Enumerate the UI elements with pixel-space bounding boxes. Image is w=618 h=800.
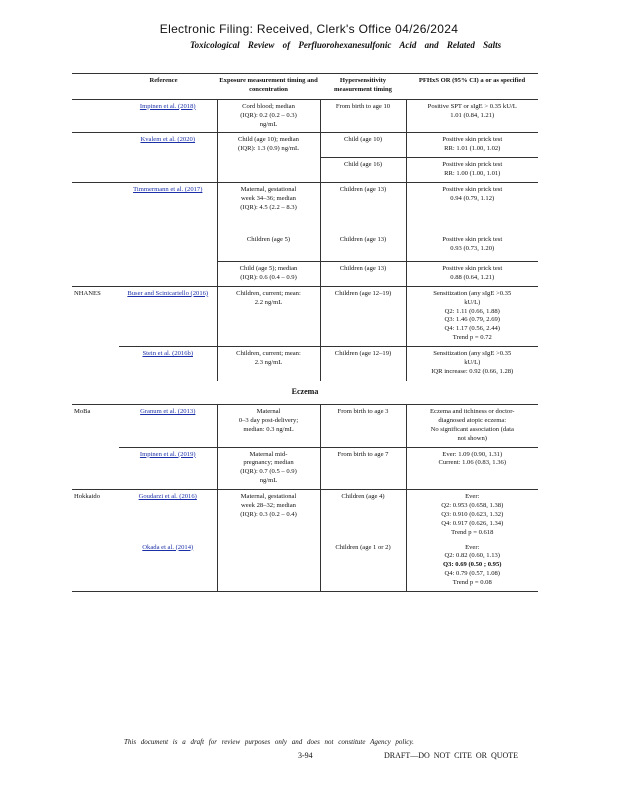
- exposure-cell: Children (age 5): [217, 233, 320, 262]
- exposure-cell: Child (age 5); median (IQR): 0.6 (0.4 – 0.9): [217, 262, 320, 287]
- reference-link[interactable]: Impinen et al. (2018): [119, 99, 217, 133]
- cohort-label: Hokkaido: [72, 490, 119, 592]
- header-hypersensitivity: Hypersensitivity measurement timing: [320, 74, 406, 100]
- result-cell: Positive SPT or sIgE > 0.35 kU/L 1.01 (0.84, 1.21): [427, 102, 517, 119]
- reference-link[interactable]: Timmermann et al. (2017): [119, 183, 217, 287]
- document-subtitle: Toxicological Review of Perfluorohexanesulfonic Acid and Related Salts: [190, 40, 502, 50]
- header-exposure: Exposure measurement timing and concentration: [217, 74, 320, 100]
- timing-cell: Child (age 16): [320, 158, 406, 183]
- page-number: 3-94: [298, 751, 313, 760]
- result-cell: Ever: 1.09 (0.90, 1.31) Current: 1.06 (0.83, 1.36): [438, 450, 507, 467]
- exposure-cell: Maternal, gestational week 34–36; median (IQR): 4.5 (2.2 – 8.3): [217, 183, 320, 234]
- exposure-cell: Maternal, gestational week 28–32; median (IQR): 0.3 (0.2 – 0.4): [217, 490, 320, 592]
- cohort-label: NHANES: [74, 289, 101, 297]
- exposure-cell: Cord blood; median (IQR): 0.2 (0.2 – 0.3) ng/mL: [217, 99, 320, 133]
- section-heading-eczema: Eczema: [291, 387, 319, 397]
- timing-cell: Children (age 4): [320, 490, 406, 541]
- timing-cell: Child (age 10): [320, 133, 406, 158]
- timing-cell: From birth to age 3: [320, 404, 406, 447]
- reference-link[interactable]: Stein et al. (2016b): [119, 347, 217, 382]
- timing-cell: Children (age 12–19): [320, 286, 406, 346]
- reference-link[interactable]: Buser and Scinicariello (2016): [119, 286, 217, 346]
- reference-link[interactable]: Impinen et al. (2019): [119, 447, 217, 490]
- timing-cell: Children (age 13): [320, 183, 406, 234]
- cohort-label: MoBa: [74, 407, 91, 415]
- reference-link[interactable]: Okada et al. (2014): [119, 541, 217, 592]
- result-cell: Positive skin prick test 0.88 (0.64, 1.21): [442, 265, 503, 281]
- result-cell: Positive skin prick test RR: 1.01 (1.00, 1.02): [406, 133, 538, 158]
- timing-cell: From birth to age 10: [320, 99, 406, 133]
- result-cell: Positive skin prick test RR: 1.00 (1.00, 1.01): [442, 161, 503, 178]
- timing-cell: Children (age 12–19): [320, 347, 406, 382]
- result-cell: Ever: Q2: 0.82 (0.60, 1.13) Q3: 0.69 (0.50 ; 0.95) Q4: 0.79 (0.57, 1.08) Trend p = 0.08: [443, 543, 502, 587]
- timing-cell: From birth to age 7: [320, 447, 406, 490]
- reference-link[interactable]: Kvalem et al. (2020): [119, 133, 217, 183]
- header-or: PFHxS OR (95% CI) a or as specified: [406, 74, 538, 100]
- draft-label: DRAFT—DO NOT CITE OR QUOTE: [384, 751, 519, 760]
- header-reference: Reference: [72, 74, 217, 100]
- reference-link[interactable]: Goudarzi et al. (2016): [119, 490, 217, 541]
- exposure-cell: Children, current; mean: 2.2 ng/mL: [217, 286, 320, 346]
- timing-cell: Children (age 13): [320, 233, 406, 262]
- timing-cell: Children (age 1 or 2): [320, 541, 406, 592]
- result-cell: Positive skin prick test 0.93 (0.73, 1.20): [406, 233, 538, 262]
- exposure-cell: Children, current; mean: 2.3 ng/mL: [217, 347, 320, 382]
- filing-banner: Electronic Filing: Received, Clerk's Office 04/26/2024: [159, 22, 459, 36]
- result-cell: Ever: Q2: 0.953 (0.658, 1.38) Q3: 0.910 (0.623, 1.32) Q4: 0.917 (0.626, 1.34) Trend p = 0.618: [441, 493, 504, 536]
- result-cell: Sensitization (any sIgE >0.35 kU/L) IQR increase: 0.92 (0.66, 1.28): [431, 350, 514, 375]
- exposure-cell: Maternal 0–3 day post-delivery; median: 0.3 ng/mL: [217, 404, 320, 447]
- draft-disclaimer: This document is a draft for review purposes only and does not constitute Agency policy.: [124, 738, 414, 746]
- timing-cell: Children (age 13): [320, 262, 406, 287]
- results-table: [72, 73, 538, 592]
- reference-link[interactable]: Granum et al. (2013): [119, 404, 217, 447]
- exposure-cell: Child (age 10); median (IQR): 1.3 (0.9) ng/mL: [217, 133, 320, 183]
- result-cell: Sensitization (any sIgE >0.35 kU/L) Q2: 1.11 (0.66, 1.88) Q3: 1.46 (0.79, 2.69) Q4: 1.17 (0.56, 2.44) Trend p = 0.72: [433, 289, 512, 342]
- result-cell: Positive skin prick test 0.94 (0.79, 1.12): [442, 186, 503, 202]
- result-cell: Eczema and itchiness or doctor- diagnosed atopic eczema: No significant association (data not shown): [430, 407, 515, 442]
- exposure-cell: Maternal mid- pregnancy; median (IQR): 0.7 (0.5 – 0.9) ng/mL: [217, 447, 320, 490]
